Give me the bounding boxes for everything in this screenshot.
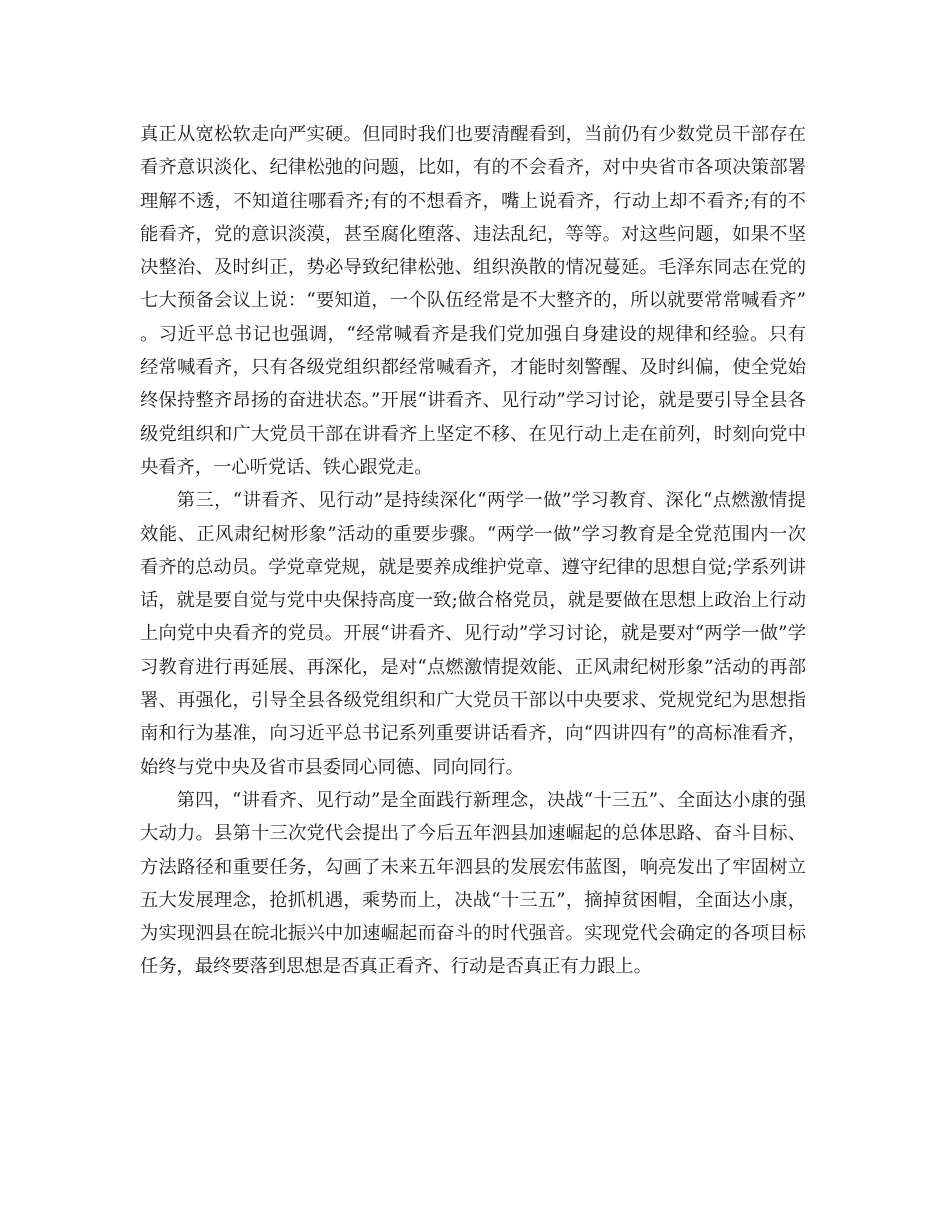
paragraph-continued: 真正从宽松软走向严实硬。但同时我们也要清醒看到，当前仍有少数党员干部存在看齐意识淡化、纪律松弛的问题，比如，有的不会看齐，对中央省市各项决策部署理解不透，不知道往哪看齐;有的不想看齐，嘴上说看齐，行动上却不看齐;有的不能看齐，党的意识淡漠，甚至腐化堕落、违法乱纪，等等。对这些问题，如果不坚决整治、及时纠正，势必导致纪律松弛、组织涣散的情况蔓延。毛泽东同志在党的七大预备会议上说：“要知道，一个队伍经常是不大整齐的，所以就要常常喊看齐”。习近平总书记也强调，“经常喊看齐是我们党加强自身建设的规律和经验。只有经常喊看齐，只有各级党组织都经常喊看齐，才能时刻警醒、及时纠偏，使全党始终保持整齐昂扬的奋进状态。”开展“讲看齐、见行动”学习讨论，就是要引导全县各级党组织和广大党员干部在讲看齐上坚定不移、在见行动上走在前列，时刻向党中央看齐，一心听党话、铁心跟党走。 <box>140 124 806 478</box>
paragraph-third-point: 第三，“讲看齐、见行动”是持续深化“两学一做”学习教育、深化“点燃激情提效能、正风肃纪树形象”活动的重要步骤。“两学一做”学习教育是全党范围内一次看齐的总动员。学党章党规，就是要养成维护党章、遵守纪律的思想自觉;学系列讲话，就是要自觉与党中央保持高度一致;做合格党员，就是要做在思想上政治上行动上向党中央看齐的党员。开展“讲看齐、见行动”学习讨论，就是要对“两学一做”学习教育进行再延展、再深化，是对“点燃激情提效能、正风肃纪树形象”活动的再部署、再强化，引导全县各级党组织和广大党员干部以中央要求、党规党纪为思想指南和行为基准，向习近平总书记系列重要讲话看齐，向“四讲四有”的高标准看齐，始终与党中央及省市县委同心同德、同向同行。 <box>140 490 806 778</box>
document-body <box>140 118 806 984</box>
paragraph-fourth-point: 第四，“讲看齐、见行动”是全面践行新理念，决战“十三五”、全面达小康的强大动力。县第十三次党代会提出了今后五年泗县加速崛起的总体思路、奋斗目标、方法路径和重要任务，勾画了未来五年泗县的发展宏伟蓝图，响亮发出了牢固树立五大发展理念，抢抓机遇，乘势而上，决战“十三五”，摘掉贫困帽，全面达小康，为实现泗县在皖北振兴中加速崛起而奋斗的时代强音。实现党代会确定的各项目标任务，最终要落到思想是否真正看齐、行动是否真正有力跟上。 <box>140 789 806 978</box>
